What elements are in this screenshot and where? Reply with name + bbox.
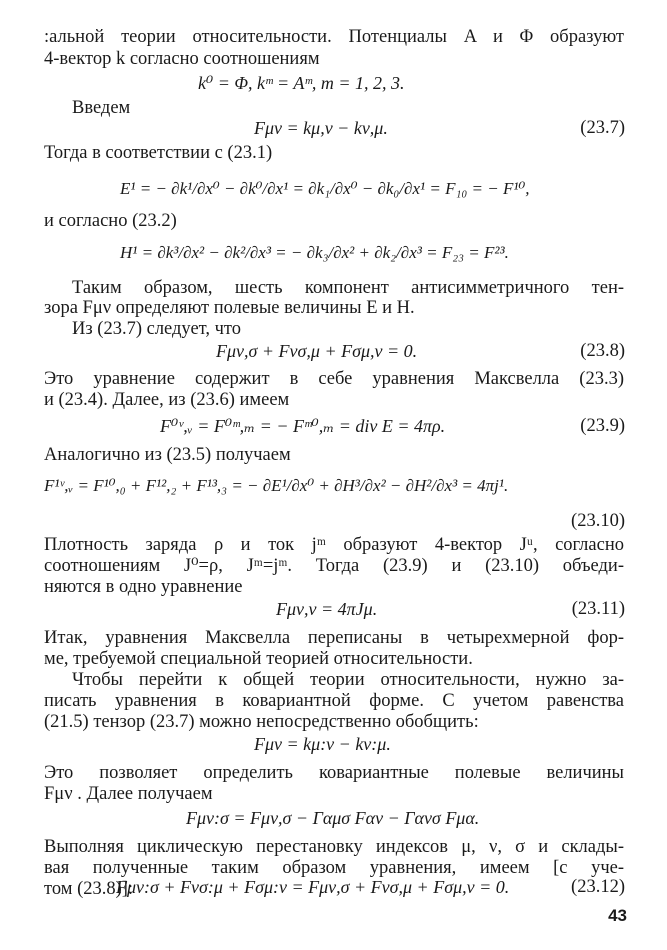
text-line: Fμν . Далее получаем: [44, 784, 213, 804]
formula: F¹ᵛ,ᵥ = F¹⁰,₀ + F¹²,₂ + F¹³,₃ = − ∂E¹/∂x⁰ + ∂H³/∂x² − ∂H²/∂x³ = 4πj¹.: [44, 476, 509, 495]
equation-number: (23.11): [571, 599, 625, 619]
formula: H¹ = ∂k³/∂x² − ∂k²/∂x³ = − ∂k₃/∂x² + ∂k₂/∂x³ = F₂₃ = F²³.: [120, 243, 509, 262]
text-line: соотношениям J⁰=ρ, Jᵐ=jᵐ. Тогда (23.9) и (23.10) объеди-: [44, 556, 624, 576]
text-line: Таким образом, шесть компонент антисимметричного тен-: [72, 278, 624, 298]
text-line: Это уравнение содержит в себе уравнения Максвелла (23.3): [44, 369, 624, 389]
text-line: зора Fμν определяют полевые величины E и H.: [44, 298, 415, 318]
text-line: :альной теории относительности. Потенциалы A и Φ образуют: [44, 27, 624, 47]
equation-number: (23.7): [580, 118, 625, 138]
text-line: Введем: [72, 98, 131, 118]
text-line: Итак, уравнения Максвелла переписаны в четырехмерной фор-: [44, 628, 624, 648]
text-line: 4-вектор k согласно соотношениям: [44, 49, 320, 69]
text-line: вая полученные таким образом уравнения, имеем [с уче-: [44, 858, 624, 878]
text-line: Это позволяет определить ковариантные полевые величины: [44, 763, 624, 783]
formula: E¹ = − ∂k¹/∂x⁰ − ∂k⁰/∂x¹ = ∂k₁/∂x⁰ − ∂k₀/∂x¹ = F₁₀ = − F¹⁰,: [120, 179, 530, 198]
formula: F⁰ᵛ,ᵥ = F⁰ᵐ,ₘ = − Fᵐ⁰,ₘ = div E = 4πρ.: [160, 416, 446, 436]
formula: Fμν:σ = Fμν,σ − Γαμσ Fαν − Γανσ Fμα.: [186, 808, 480, 828]
formula: Fμν = kμ:ν − kν:μ.: [254, 734, 391, 754]
text-line: Аналогично из (23.5) получаем: [44, 445, 291, 465]
formula: k⁰ = Φ, kᵐ = Aᵐ, m = 1, 2, 3.: [198, 73, 405, 93]
formula: Fμν,σ + Fνσ,μ + Fσμ,ν = 0.: [216, 341, 418, 361]
text-line: писать уравнения в ковариантной форме. С учетом равенства: [44, 691, 624, 711]
formula: Fμν,ν = 4πJμ.: [276, 599, 378, 619]
equation-number: (23.9): [580, 416, 625, 436]
text-line: и (23.4). Далее, из (23.6) имеем: [44, 390, 290, 410]
equation-number: (23.12): [571, 877, 625, 897]
text-line: Чтобы перейти к общей теории относительности, нужно за-: [72, 670, 624, 690]
equation-number: (23.10): [571, 511, 625, 531]
equation-number: (23.8): [580, 341, 625, 361]
text-line: Тогда в соответствии с (23.1): [44, 143, 273, 163]
text-line: няются в одно уравнение: [44, 577, 243, 597]
formula: Fμν = kμ,ν − kν,μ.: [254, 118, 388, 138]
text-line: Из (23.7) следует, что: [72, 319, 241, 339]
formula: Fμν:σ + Fνσ:μ + Fσμ:ν = Fμν,σ + Fνσ,μ + Fσμ,ν = 0.: [116, 877, 510, 897]
text-line: Выполняя циклическую перестановку индексов μ, ν, σ и склады-: [44, 837, 624, 857]
page-number: 43: [608, 906, 627, 925]
text-line: (21.5) тензор (23.7) можно непосредственно обобщить:: [44, 712, 479, 732]
text-line: том (23.8)]:: [44, 879, 134, 899]
text-line: и согласно (23.2): [44, 211, 177, 231]
text-line: ме, требуемой специальной теорией относительности.: [44, 649, 473, 669]
text-line: Плотность заряда ρ и ток jᵐ образуют 4-вектор Jᵘ, согласно: [44, 535, 624, 555]
